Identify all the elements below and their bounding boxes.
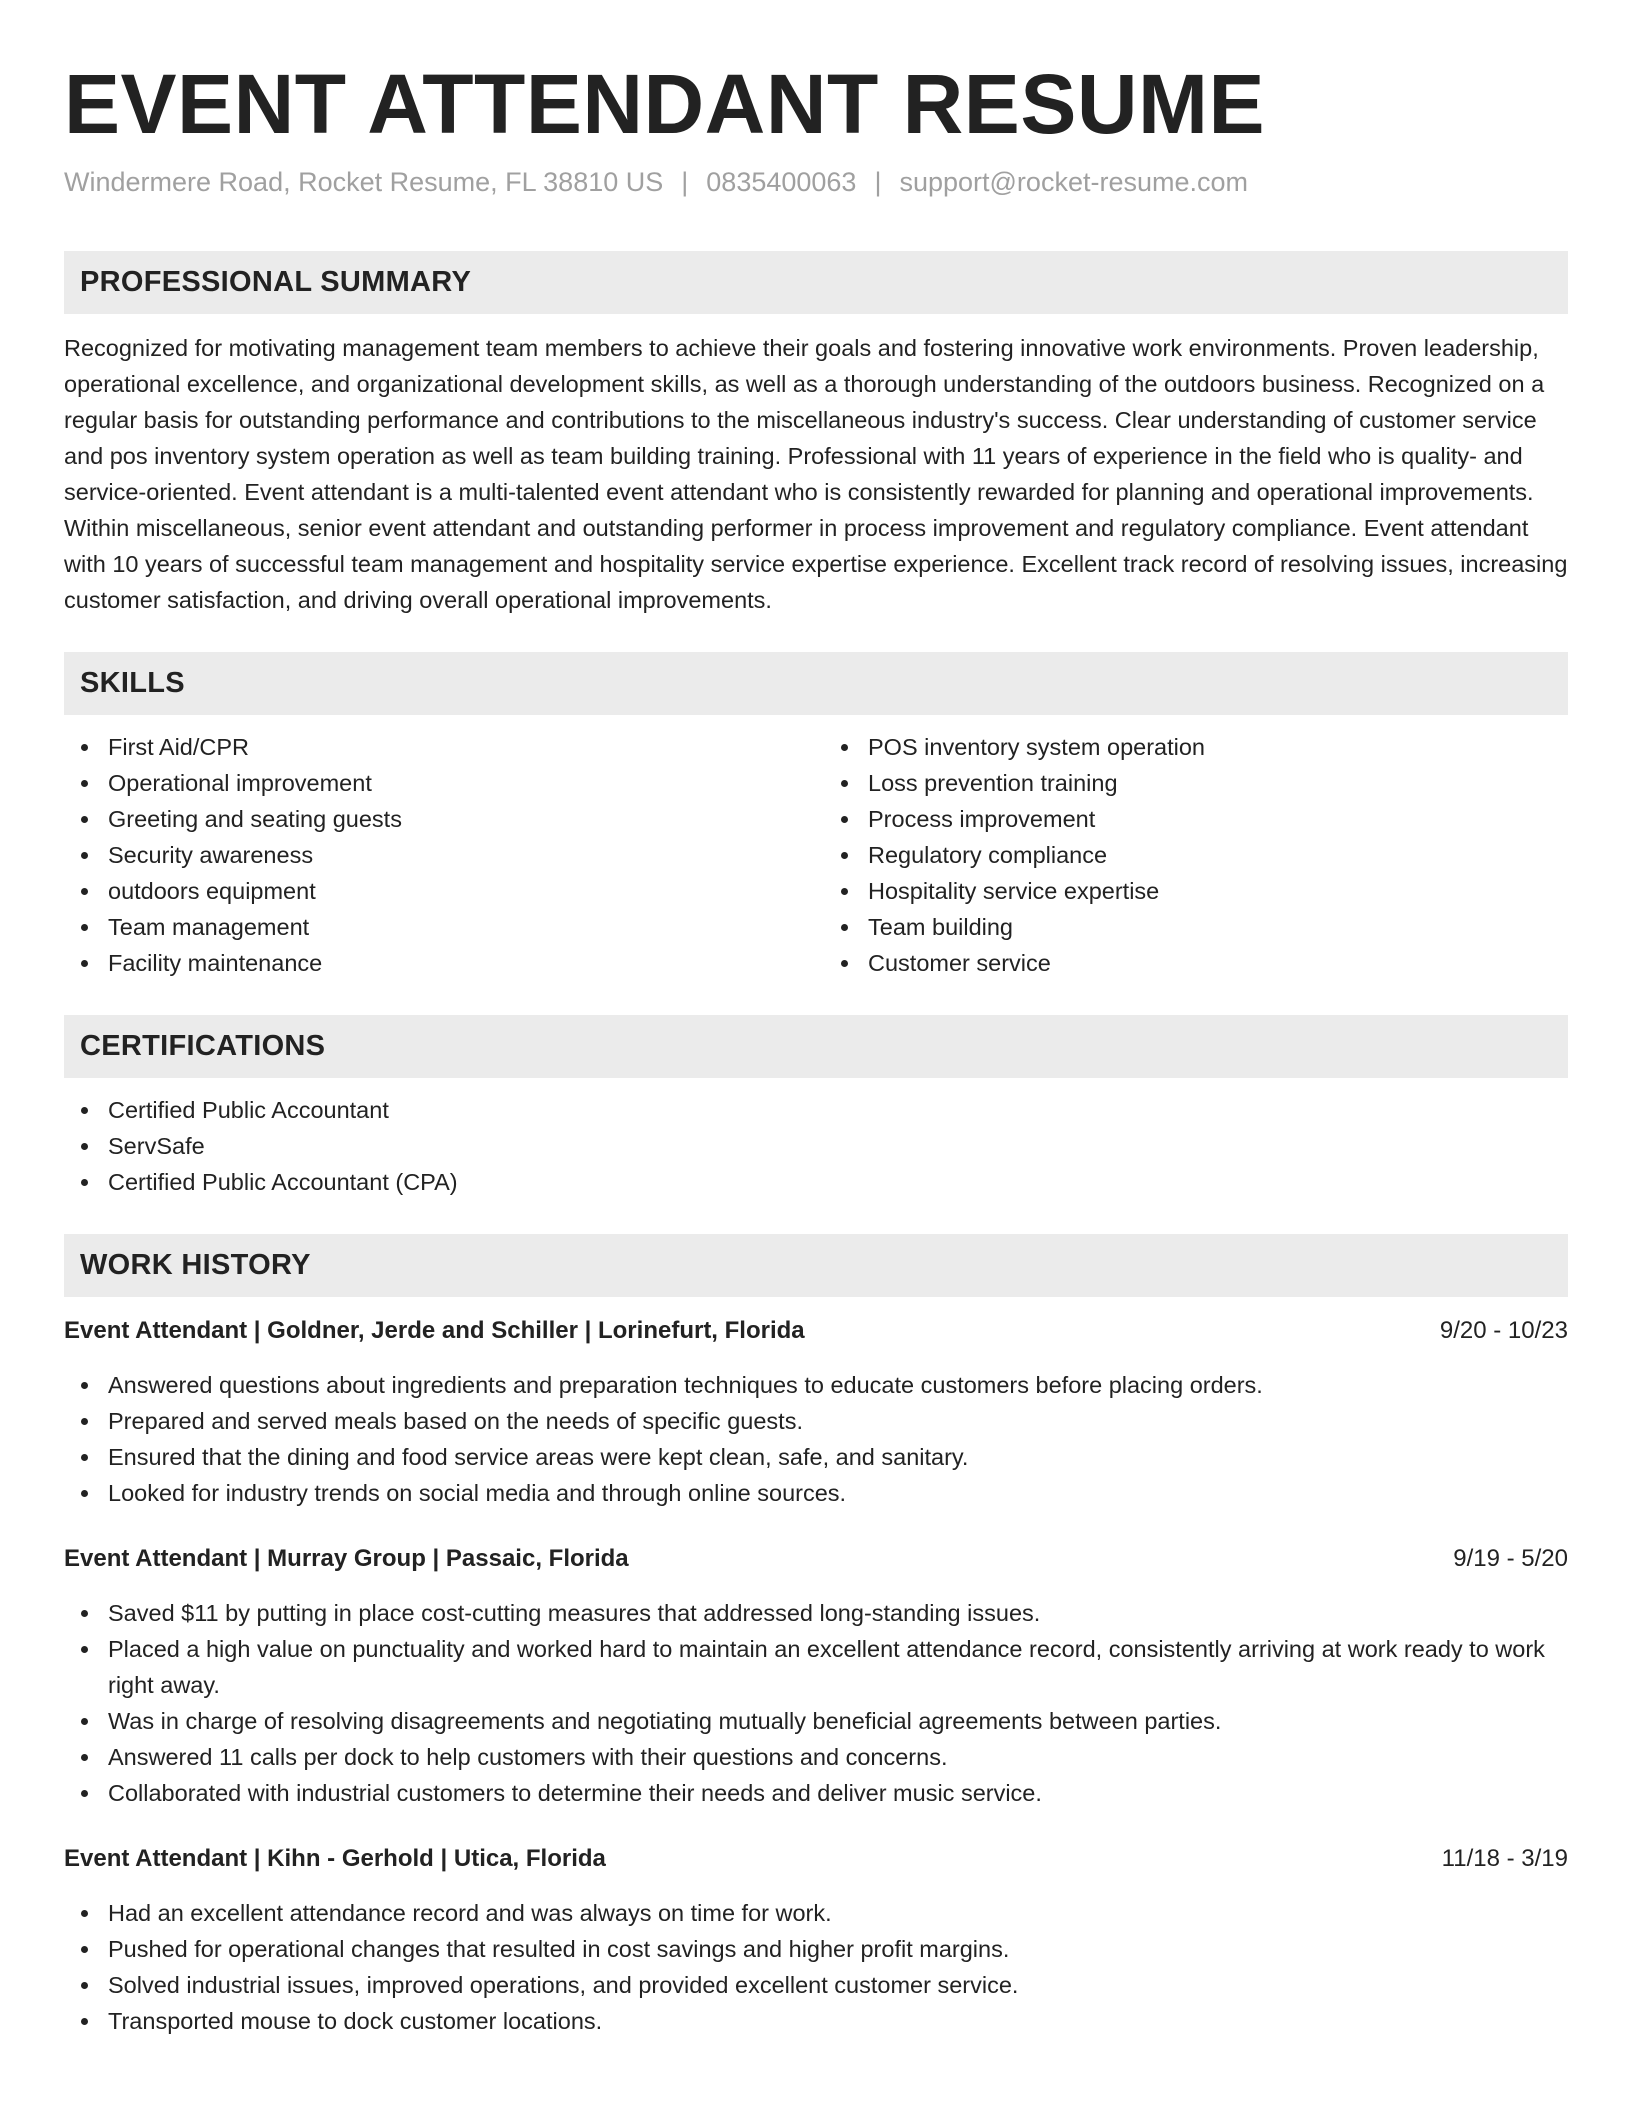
- job-bullet: Answered 11 calls per dock to help customers with their questions and concerns.: [64, 1739, 1568, 1775]
- skill-item: Team building: [824, 909, 1568, 945]
- job-entry: [64, 1541, 1568, 1811]
- contact-email: support@rocket-resume.com: [899, 167, 1248, 197]
- skill-item: Operational improvement: [64, 765, 808, 801]
- skill-item: outdoors equipment: [64, 873, 808, 909]
- certification-item: Certified Public Accountant (CPA): [64, 1164, 1568, 1200]
- skill-item: Hospitality service expertise: [824, 873, 1568, 909]
- skill-item: Regulatory compliance: [824, 837, 1568, 873]
- job-heading-row: [64, 1841, 1568, 1877]
- skills-column-left: [64, 729, 808, 981]
- job-bullet: Saved $11 by putting in place cost-cutting measures that addressed long-standing issues.: [64, 1595, 1568, 1631]
- job-bullet: Collaborated with industrial customers to determine their needs and deliver music service.: [64, 1775, 1568, 1811]
- skill-item: Greeting and seating guests: [64, 801, 808, 837]
- skill-item: POS inventory system operation: [824, 729, 1568, 765]
- section-header-certifications: CERTIFICATIONS: [64, 1015, 1568, 1078]
- job-entry: [64, 1313, 1568, 1511]
- job-title: Event Attendant | Murray Group | Passaic, Florida: [64, 1545, 629, 1572]
- contact-separator: |: [681, 167, 689, 197]
- job-bullet: Transported mouse to dock customer locations.: [64, 2003, 1568, 2039]
- certification-item: Certified Public Accountant: [64, 1092, 1568, 1128]
- job-bullet: Had an excellent attendance record and was always on time for work.: [64, 1895, 1568, 1931]
- skill-item: First Aid/CPR: [64, 729, 808, 765]
- section-header-skills: SKILLS: [64, 652, 1568, 715]
- job-bullet: Pushed for operational changes that resulted in cost savings and higher profit margins.: [64, 1931, 1568, 1967]
- summary-text: Recognized for motivating management team members to achieve their goals and fostering innovative work environments. Proven leadership, operational excellence, and organizational development skills, as well as a thorough understanding of the outdoors business. Recognized on a regular basis for outstanding performance and contributions to the miscellaneous industry's success. Clear understanding of customer service and pos inventory system operation as well as team building training. Professional with 11 years of experience in the field who is quality- and service-oriented. Event attendant is a multi-talented event attendant who is consistently rewarded for planning and operational improvements. Within miscellaneous, senior event attendant and outstanding performer in process improvement and regulatory compliance. Event attendant with 10 years of successful team management and hospitality service expertise experience. Excellent track record of resolving issues, increasing customer satisfaction, and driving overall operational improvements.: [64, 335, 1568, 613]
- job-bullet: Answered questions about ingredients and preparation techniques to educate customers before placing orders.: [64, 1367, 1568, 1403]
- job-title: Event Attendant | Goldner, Jerde and Schiller | Lorinefurt, Florida: [64, 1317, 805, 1344]
- resume-title: EVENT ATTENDANT RESUME: [64, 57, 1266, 151]
- job-bullets: [64, 1595, 1568, 1811]
- job-bullet: Ensured that the dining and food service areas were kept clean, safe, and sanitary.: [64, 1439, 1568, 1475]
- certifications-list: [64, 1092, 1568, 1200]
- skill-item: Customer service: [824, 945, 1568, 981]
- job-title: Event Attendant | Kihn - Gerhold | Utica, Florida: [64, 1845, 606, 1872]
- job-entry: [64, 1841, 1568, 2039]
- job-heading-row: [64, 1313, 1568, 1349]
- contact-phone: 0835400063: [706, 167, 857, 197]
- skill-item: Facility maintenance: [64, 945, 808, 981]
- section-header-summary: PROFESSIONAL SUMMARY: [64, 251, 1568, 314]
- contact-address: Windermere Road, Rocket Resume, FL 38810 US: [64, 167, 664, 197]
- job-dates: 9/20 - 10/23: [1439, 1317, 1568, 1344]
- job-dates: 11/18 - 3/19: [1441, 1845, 1568, 1872]
- job-dates: 9/19 - 5/20: [1453, 1545, 1568, 1572]
- skills-list: [64, 729, 1568, 981]
- job-bullet: Solved industrial issues, improved operations, and provided excellent customer service.: [64, 1967, 1568, 2003]
- job-bullet: Prepared and served meals based on the needs of specific guests.: [64, 1403, 1568, 1439]
- contact-separator: |: [874, 167, 882, 197]
- job-bullet: Looked for industry trends on social media and through online sources.: [64, 1475, 1568, 1511]
- skill-item: Loss prevention training: [824, 765, 1568, 801]
- contact-line: [64, 164, 1568, 200]
- section-header-work-history: WORK HISTORY: [64, 1234, 1568, 1297]
- job-bullet: Placed a high value on punctuality and worked hard to maintain an excellent attendance record, consistently arriving at work ready to work right away.: [64, 1631, 1568, 1703]
- job-bullets: [64, 1367, 1568, 1511]
- skill-item: Team management: [64, 909, 808, 945]
- skills-column-right: [808, 729, 1568, 981]
- certification-item: ServSafe: [64, 1128, 1568, 1164]
- job-bullets: [64, 1895, 1568, 2039]
- job-bullet: Was in charge of resolving disagreements and negotiating mutually beneficial agreements between parties.: [64, 1703, 1568, 1739]
- skill-item: Process improvement: [824, 801, 1568, 837]
- job-heading-row: [64, 1541, 1568, 1577]
- skill-item: Security awareness: [64, 837, 808, 873]
